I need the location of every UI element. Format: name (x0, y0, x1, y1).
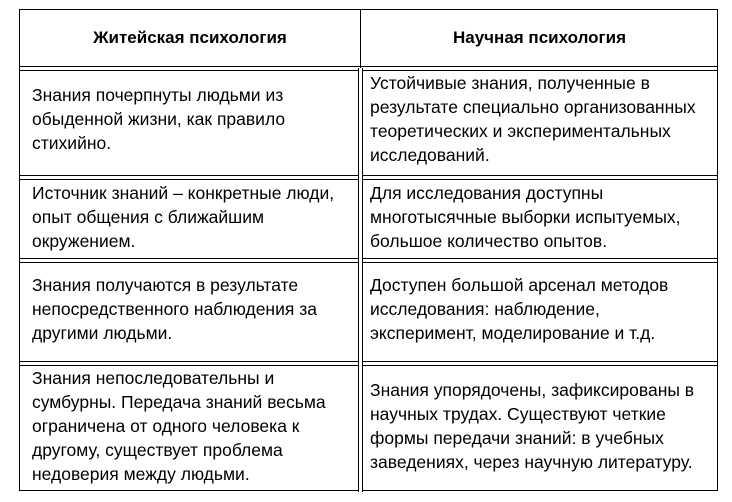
row-3-everyday: Знания получаются в результате непосредственного наблюдения за другими людьми. (32, 275, 317, 343)
comparison-table (19, 9, 718, 491)
row-4-everyday: Знания непоследовательны и сумбурны. Передача знаний весьма ограничена от одного человека к другому, существует проблема недоверия между людьми. (32, 368, 326, 484)
row-1-everyday: Знания почерпнуты людьми из обыденной жизни, как правило стихийно. (32, 85, 286, 153)
column-divider (358, 68, 363, 492)
row-2-scientific: Для исследования доступны многотысячные выборки испытуемых, большое количество опытов. (370, 183, 681, 251)
row-2-everyday: Источник знаний – конкретные люди, опыт общения с ближайшим окружением. (32, 183, 335, 251)
row-divider (20, 258, 717, 263)
header-everyday-psychology: Житейская психология (93, 28, 287, 47)
row-1-scientific: Устойчивые знания, полученные в результате специально организованных теоретических и экспериментальных исследований. (370, 73, 696, 165)
row-4-scientific: Знания упорядочены, зафиксированы в научных трудах. Существуют четкие формы передачи знаний: в учебных заведениях, через научную литературу. (370, 380, 695, 472)
row-divider (20, 175, 717, 180)
header-scientific-psychology: Научная психология (453, 28, 626, 47)
row-3-scientific: Доступен большой арсенал методов исследования: наблюдение, эксперимент, моделирование и т.д. (370, 275, 669, 343)
